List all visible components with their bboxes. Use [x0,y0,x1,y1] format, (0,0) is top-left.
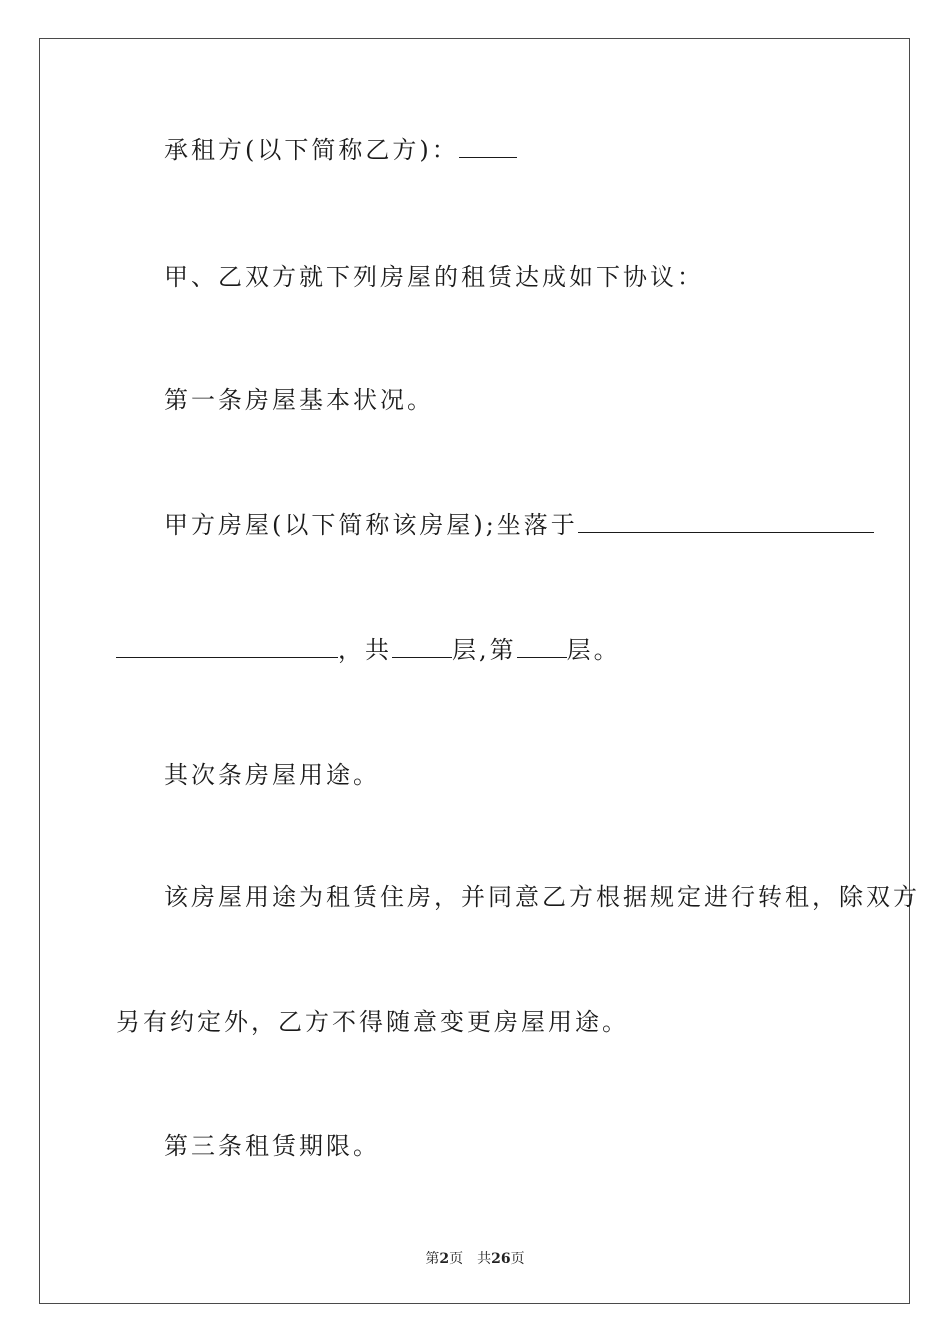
article-3-title [164,1131,380,1161]
agreement-line [164,262,704,292]
usage-text-1: 该房屋用途为租赁住房，并同意乙方根据规定进行转租，除双方 [164,883,920,911]
location-line [164,510,874,540]
floors-total-label: ，共 [338,636,392,664]
footer-total-suffix: 页 [510,1251,525,1267]
location-blank [578,510,874,533]
floor-number-blank [517,635,567,658]
total-floors-blank [392,635,452,658]
floor-number-label: 层,第 [452,636,517,664]
agreement-text: 甲、乙双方就下列房屋的租赁达成如下协议： [164,263,704,291]
article-2-title [164,760,380,790]
article-1-title-text: 第一条房屋基本状况。 [164,386,434,414]
floors-line [116,635,621,665]
usage-paragraph-line-2 [116,1007,629,1037]
floors-end-label: 层。 [566,636,621,664]
lessee-label: 承租方(以下简称乙方)： [164,136,459,164]
article-1-title [164,385,434,415]
page-border [39,38,910,1304]
footer-total-prefix: 共 [477,1251,492,1267]
location-label: 甲方房屋(以下简称该房屋);坐落于 [164,511,578,539]
footer-page-suffix: 页 [449,1251,464,1267]
lessee-line [164,135,517,165]
lessee-blank [459,135,517,158]
article-2-title-text: 其次条房屋用途。 [164,761,380,789]
usage-text-2: 另有约定外，乙方不得随意变更房屋用途。 [116,1008,629,1036]
footer-page-prefix: 第 [425,1251,440,1267]
usage-paragraph-line-1 [164,882,920,912]
footer-page-number: 2 [439,1251,450,1267]
page-footer [0,1248,950,1268]
footer-total-pages: 26 [491,1251,511,1267]
location-blank-continued [116,635,338,658]
article-3-title-text: 第三条租赁期限。 [164,1132,380,1160]
